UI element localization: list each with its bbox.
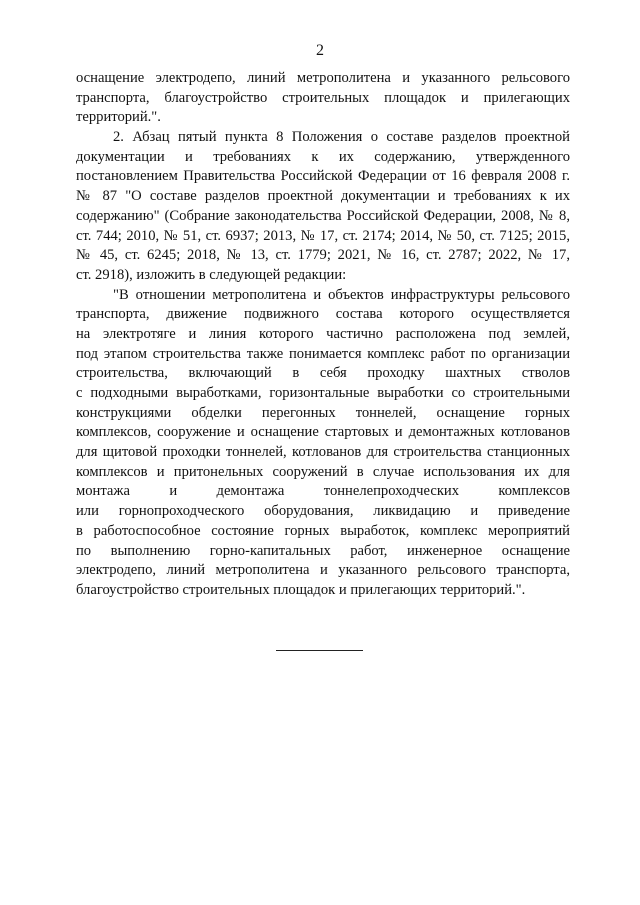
text-line: ст. 744; 2010, № 51, ст. 6937; 2013, № 17, ст. 2174; 2014, № 50, ст. 7125; 2015, <box>76 227 570 244</box>
text-line: оснащение электродепо, линий метрополитена и указанного рельсового <box>76 70 570 86</box>
text-line: комплексов, сооружение и оснащение стартовых и демонтажных котлованов <box>76 424 570 441</box>
text-line: под этапом строительства также понимается комплекс работ по организации <box>76 345 570 362</box>
text-line: транспорта, благоустройство строительных площадок и прилегающих <box>76 89 570 106</box>
text-line: строительства, включающий в себя проходку шахтных стволов <box>76 365 570 382</box>
text-line: монтажа и демонтажа тоннелепроходческих комплексов <box>76 483 570 500</box>
text-line: постановлением Правительства Российской Федерации от 16 февраля 2008 г. <box>76 168 570 185</box>
text-line: комплексов и притонельных сооружений в случае использования их для <box>76 463 570 480</box>
paragraph-continuation <box>76 69 570 128</box>
text-line: или горнопроходческого оборудования, ликвидацию и приведение <box>76 503 570 520</box>
document-body <box>76 69 570 601</box>
text-line: в работоспособное состояние горных выработок, комплекс мероприятий <box>76 522 570 539</box>
text-line: для щитовой проходки тоннелей, котлованов для строительства станционных <box>76 444 570 461</box>
page-number: 2 <box>316 42 324 59</box>
paragraph-quoted-text <box>76 286 570 601</box>
text-line: транспорта, движение подвижного состава которого осуществляется <box>76 306 570 323</box>
text-line: ст. 2918), изложить в следующей редакции: <box>76 266 347 283</box>
text-line: № 45, ст. 6245; 2018, № 13, ст. 1779; 2021, № 16, ст. 2787; 2022, № 17, <box>76 247 570 264</box>
text-line: благоустройство строительных площадок и прилегающих территорий.". <box>76 581 526 598</box>
end-of-document-rule <box>276 650 363 651</box>
text-line: на электротяге и линия которого частично расположена под землей, <box>76 325 570 342</box>
text-line: № 87 "О составе разделов проектной документации и требованиях к их <box>76 188 570 205</box>
text-line: "В отношении метрополитена и объектов инфраструктуры рельсового <box>113 286 570 303</box>
text-line: с подходными выработками, горизонтальные выработки со строительными <box>76 385 570 401</box>
text-line: документации и требованиях к их содержанию, утвержденного <box>76 148 570 165</box>
text-line: территорий.". <box>76 109 161 126</box>
text-line: электродепо, линий метрополитена и указанного рельсового транспорта, <box>76 562 570 579</box>
paragraph-item-2 <box>76 128 570 286</box>
text-line: содержанию" (Собрание законодательства Российской Федерации, 2008, № 8, <box>76 207 570 224</box>
text-line: по выполнению горно-капитальных работ, инженерное оснащение <box>76 542 570 559</box>
text-line: 2. Абзац пятый пункта 8 Положения о составе разделов проектной <box>113 129 570 146</box>
text-line: конструкциями обделки перегонных тоннелей, оснащение горных <box>76 404 570 421</box>
